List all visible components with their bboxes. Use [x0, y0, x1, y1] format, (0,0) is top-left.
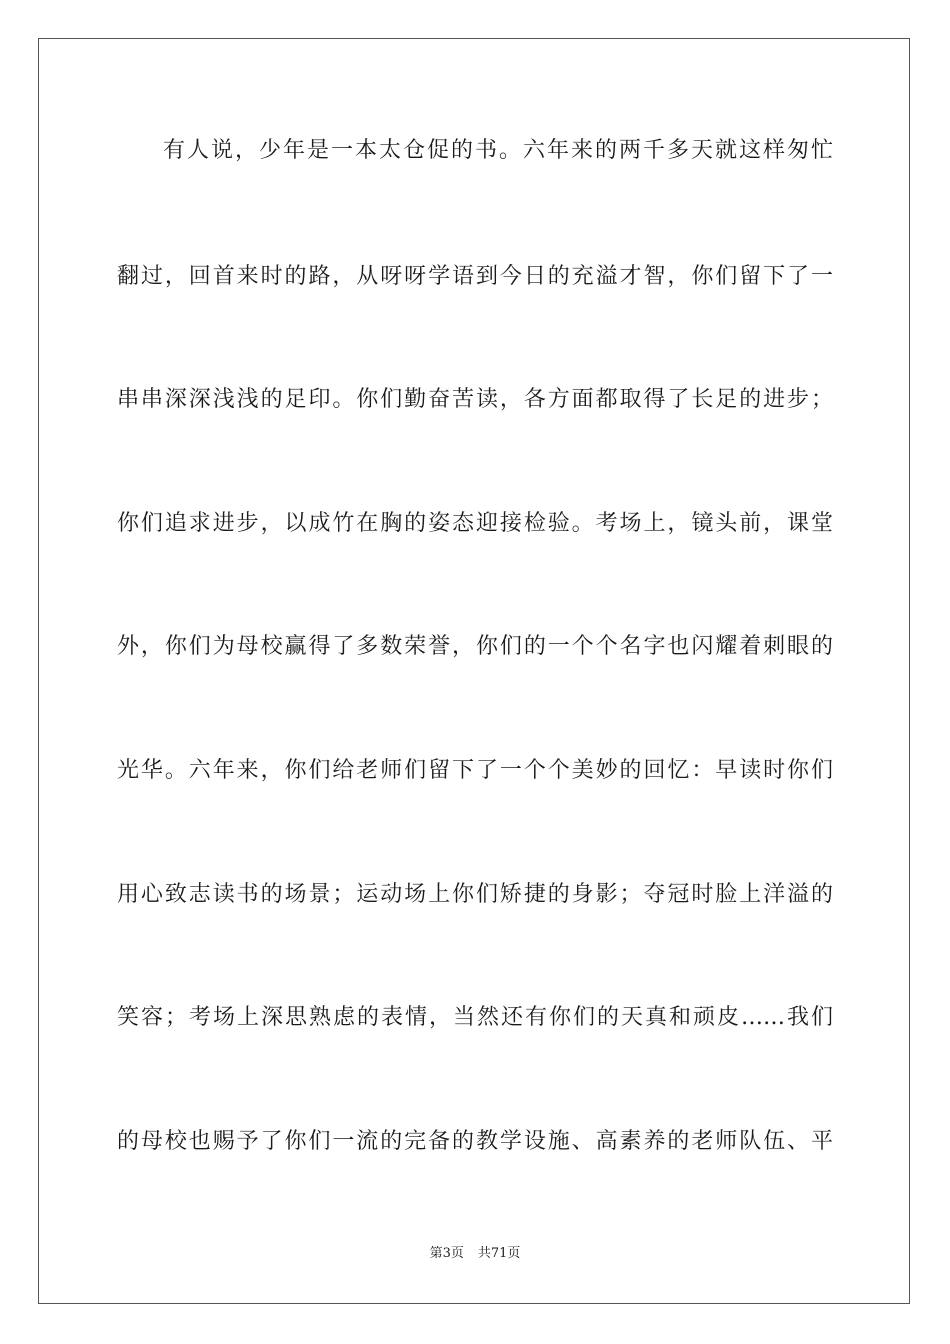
total-pages: 共71页 [477, 1246, 521, 1261]
body-line-2: 翻过，回首来时的路，从呀呀学语到今日的充溢才智，你们留下了一 [117, 264, 833, 289]
body-line-9: 的母校也赐予了你们一流的完备的教学设施、高素养的老师队伍、平 [117, 1129, 833, 1154]
body-line-4: 你们追求进步，以成竹在胸的姿态迎接检验。考场上，镜头前，课堂 [117, 511, 833, 536]
body-line-3: 串串深深浅浅的足印。你们勤奋苦读，各方面都取得了长足的进步； [117, 387, 833, 412]
page-footer [0, 1245, 950, 1263]
body-line-8: 笑容；考场上深思熟虑的表情，当然还有你们的天真和顽皮……我们 [117, 1005, 833, 1030]
body-line-6: 光华。六年来，你们给老师们留下了一个个美妙的回忆：早读时你们 [117, 758, 833, 783]
page-number: 第3页 [429, 1246, 464, 1261]
body-line-5: 外，你们为母校赢得了多数荣誉，你们的一个个名字也闪耀着刺眼的 [117, 634, 833, 659]
body-line-7: 用心致志读书的场景；运动场上你们矫捷的身影；夺冠时脸上洋溢的 [117, 882, 833, 907]
body-line-1: 有人说，少年是一本太仓促的书。六年来的两千多天就这样匆忙 [163, 138, 833, 163]
page-border [38, 38, 910, 1304]
